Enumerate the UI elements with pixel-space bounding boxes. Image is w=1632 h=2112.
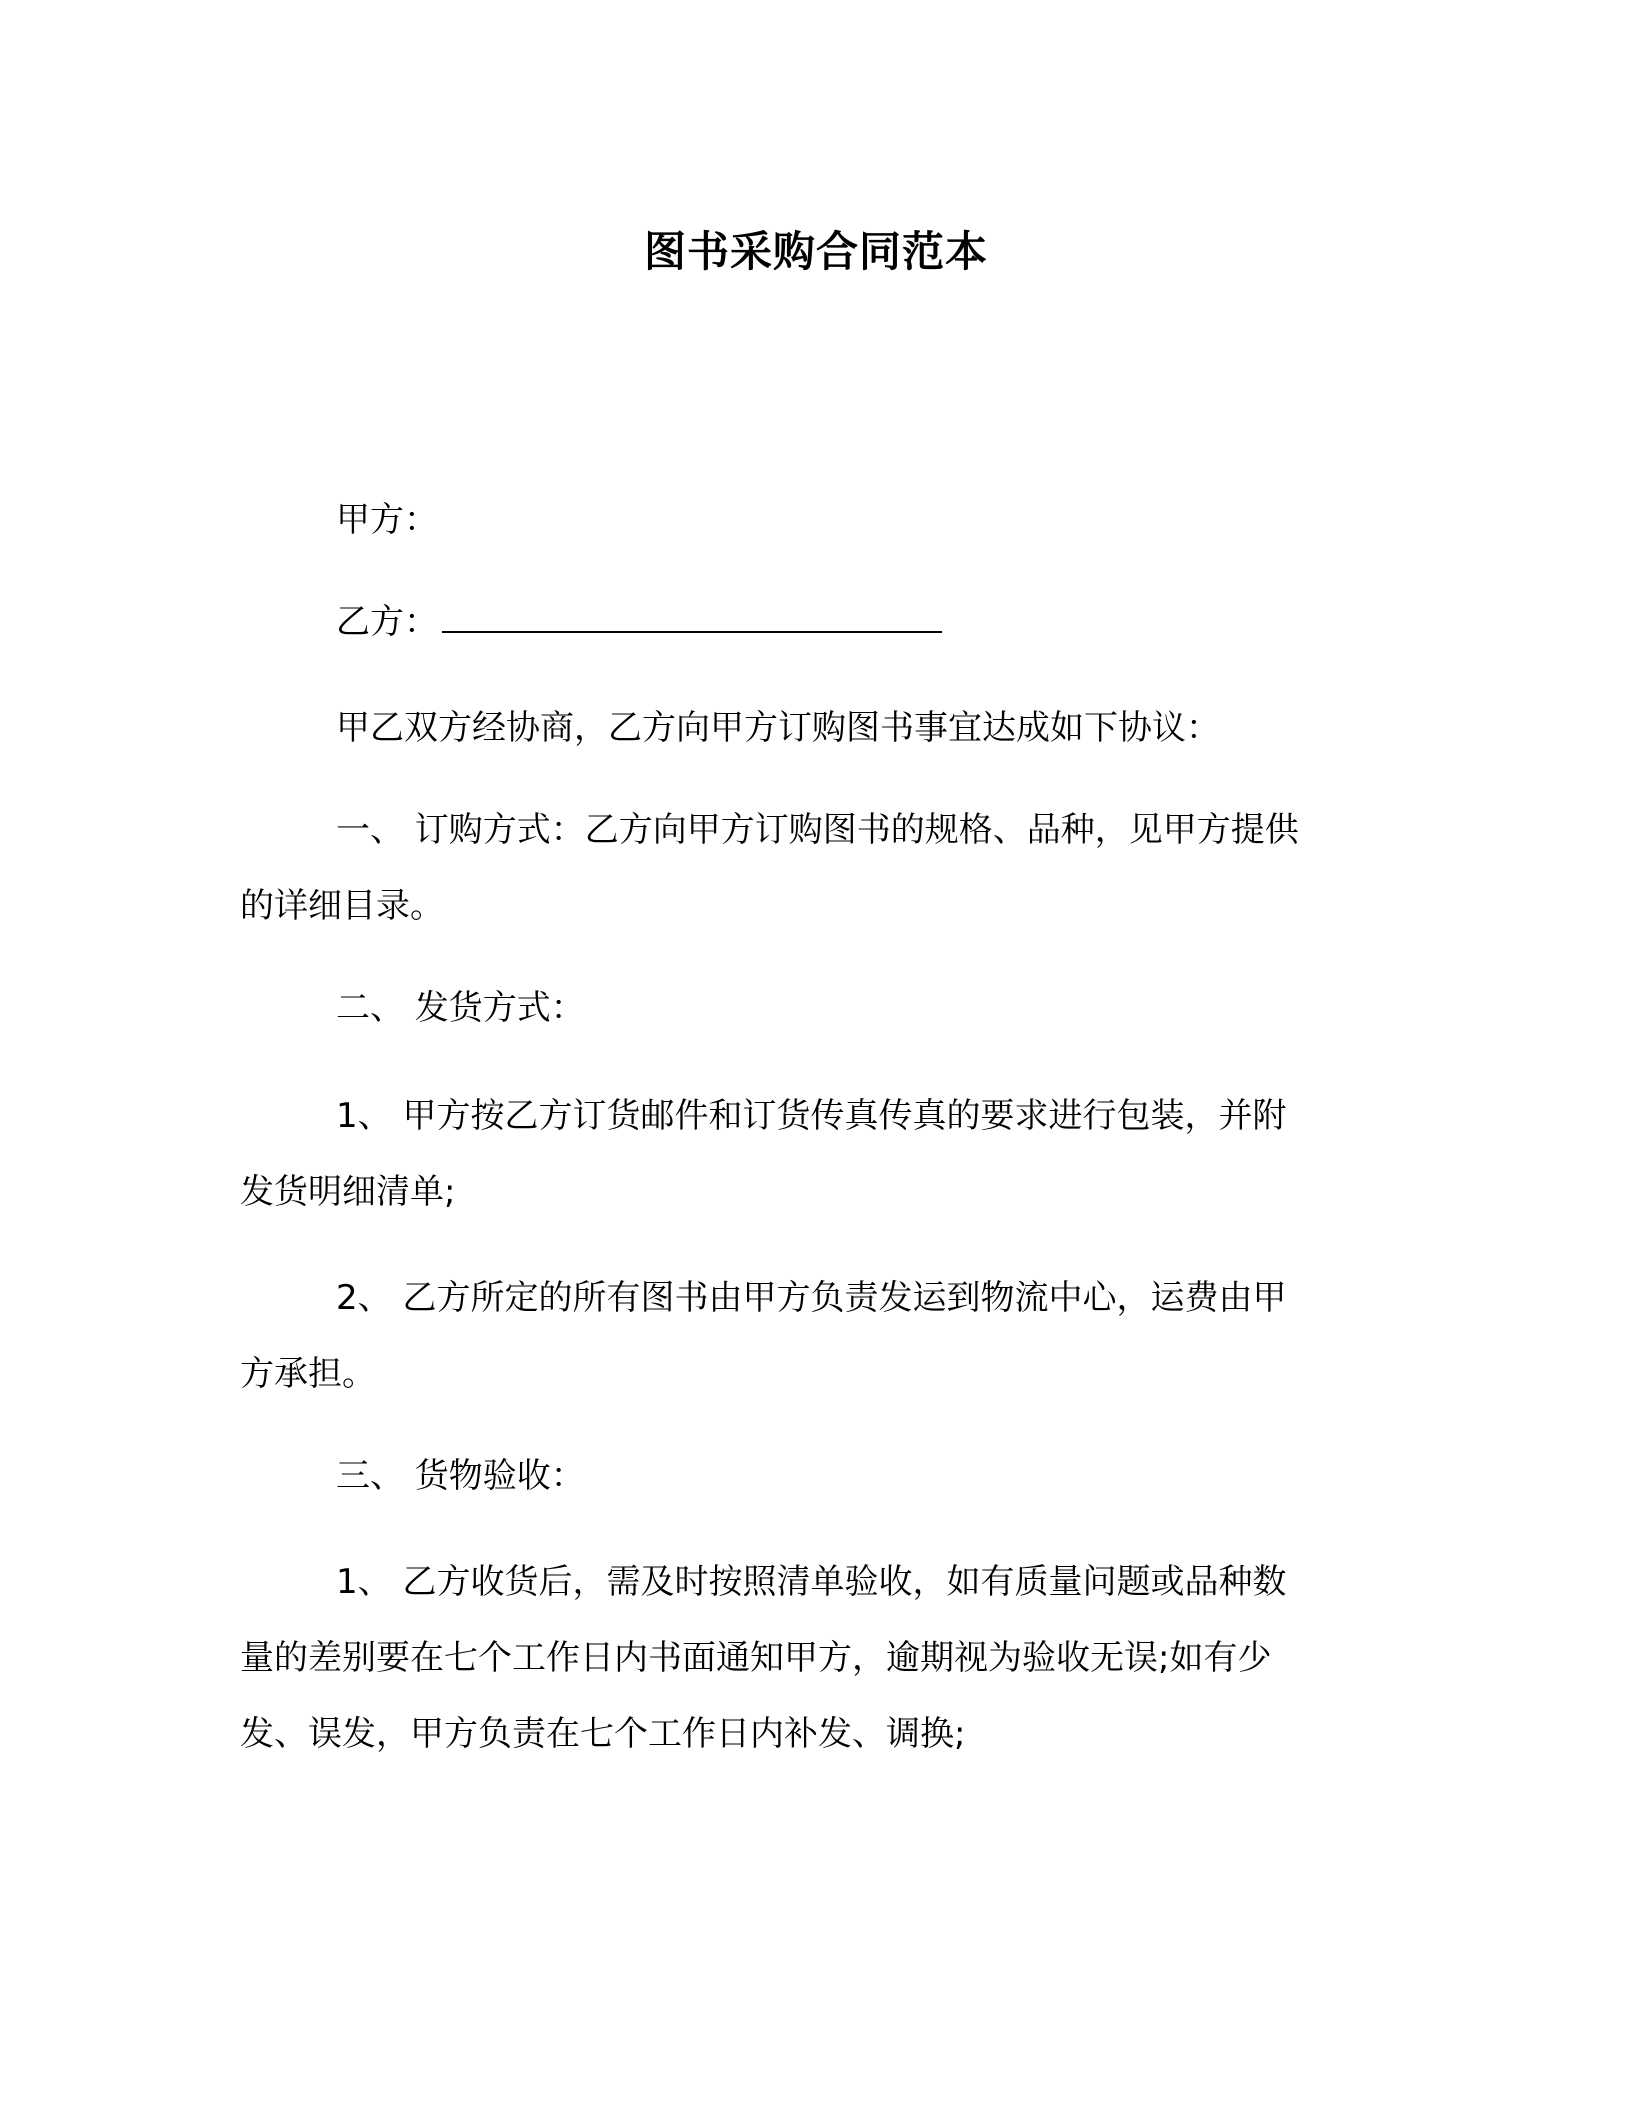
party-b-line — [240, 584, 1380, 660]
document-title: 图书采购合同范本 — [643, 227, 988, 276]
item-2-2-line-1: 2、 乙方所定的所有图书由甲方负责发运到物流中心，运费由甲 — [336, 1278, 1287, 1318]
item-2-1-paragraph — [240, 1078, 1380, 1230]
party-a-line — [240, 482, 1380, 558]
section-1-line-2: 的详细目录。 — [240, 886, 444, 926]
section-1-paragraph — [240, 792, 1380, 944]
section-3-heading-text: 三、 货物验收： — [336, 1456, 585, 1496]
intro-paragraph — [240, 690, 1380, 766]
item-2-2-line-2: 方承担。 — [240, 1354, 376, 1394]
item-3-1-line-2: 量的差别要在七个工作日内书面通知甲方，逾期视为验收无误;如有少 — [240, 1638, 1272, 1678]
party-a-label: 甲方： — [336, 500, 438, 540]
item-2-2-paragraph — [240, 1260, 1380, 1412]
section-3-heading — [240, 1438, 1380, 1514]
party-b-row — [240, 584, 1380, 660]
party-b-label: 乙方： — [336, 602, 438, 642]
section-2-heading-text: 二、 发货方式： — [336, 988, 585, 1028]
item-3-1-line-3: 发、误发，甲方负责在七个工作日内补发、调换; — [240, 1714, 966, 1754]
party-b-blank — [442, 601, 942, 633]
item-2-1-line-1: 1、 甲方按乙方订货邮件和订货传真传真的要求进行包装，并附 — [336, 1096, 1287, 1136]
item-2-1-line-2: 发货明细清单; — [240, 1172, 456, 1212]
item-3-1-line-1: 1、 乙方收货后，需及时按照清单验收，如有质量问题或品种数 — [336, 1562, 1287, 1602]
section-1-line-1: 一、 订购方式：乙方向甲方订购图书的规格、品种，见甲方提供 — [336, 810, 1299, 850]
intro-text: 甲乙双方经协商，乙方向甲方订购图书事宜达成如下协议： — [336, 708, 1220, 748]
item-3-1-paragraph — [240, 1544, 1380, 1772]
section-2-heading — [240, 970, 1380, 1046]
